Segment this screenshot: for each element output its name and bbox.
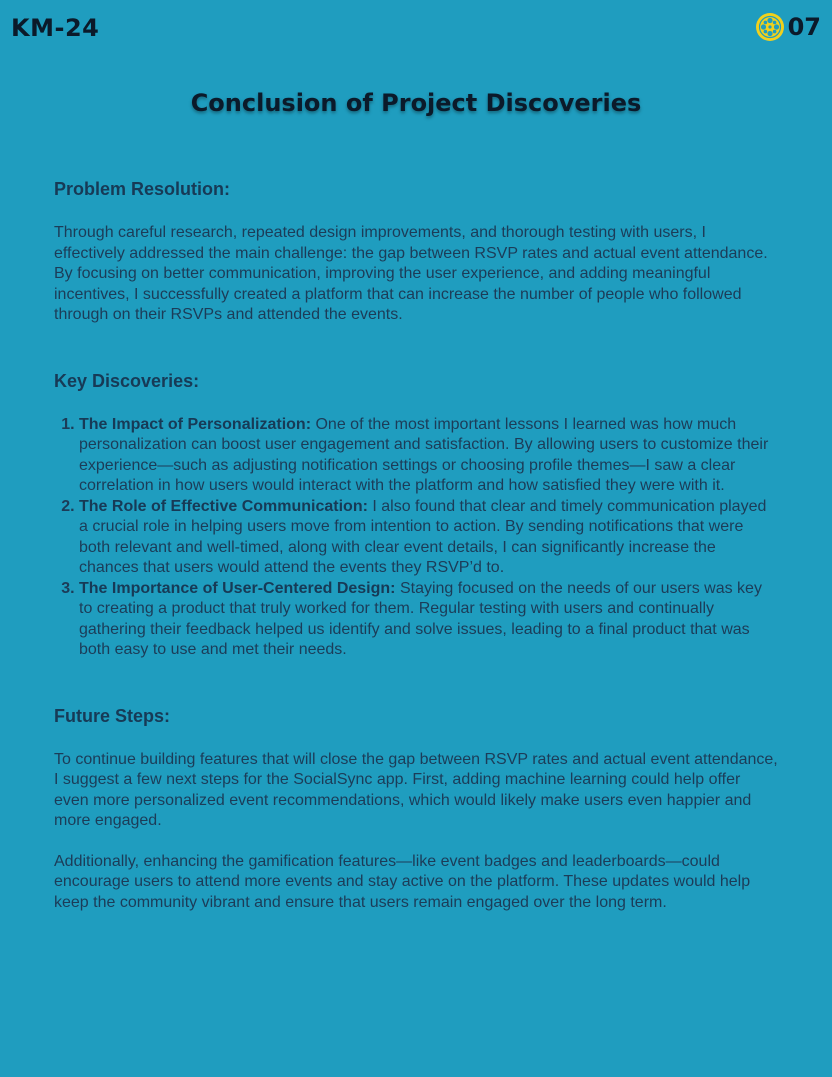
problem-body: Through careful research, repeated design improvements, and thorough testing with users, I effectively addressed the main challenge: the gap between RSVP rates and actual event attendance. By focusing on better communication, improving the user experience, and adding meaningful incentives, I successfully created a platform that can increase the number of people who followed through on their RSVPs and attended the events.: [54, 224, 768, 323]
item-text: One of the most important lessons I learned was how much personalization can boost user engagement and satisfaction. By allowing users to customize their experience—such as adjusting notification settings or choosing profile themes—I saw a clear correlation in how users would interact with the platform and how satisfied they were with it.: [79, 415, 769, 494]
problem-heading: Problem Resolution:: [54, 179, 231, 199]
list-item: [79, 415, 778, 497]
page-number: 07: [787, 13, 821, 41]
main-content: [54, 178, 778, 913]
list-item: [79, 579, 778, 661]
page-number-badge: [755, 12, 821, 42]
key-heading: Key Discoveries:: [54, 370, 200, 391]
film-reel-icon: [755, 12, 785, 42]
item-text: Staying focused on the needs of our users was key to creating a product that truly worked for them. Regular testing with users and continually gathering their feedback helped us identify and solve issues, leading to a final product that was both easy to use and met their needs.: [79, 579, 762, 658]
item-text: I also found that clear and timely communication played a crucial role in helping users move from intention to action. By sending notifications that were both relevant and well-timed, along with clear event details, I can significantly increase the chances that users would attend the events they RSVP’d to.: [79, 497, 767, 576]
discoveries-list: [54, 415, 778, 661]
problem-resolution-section: [54, 178, 778, 326]
future-paragraph: To continue building features that will close the gap between RSVP rates and actual event attendance, I suggest a few next steps for the SocialSync app. First, adding machine learning could help offer even more personalized event recommendations, which would likely make users even happier and more engaged.: [54, 750, 778, 829]
item-title: The Impact of Personalization:: [79, 415, 312, 433]
future-paragraph: Additionally, enhancing the gamification features—like event badges and leaderboards—could encourage users to attend more events and stay active on the platform. These updates would help keep the community vibrant and ensure that users remain engaged over the long term.: [54, 852, 751, 911]
brand-label: KM-24: [11, 14, 100, 42]
page-title: Conclusion of Project Discoveries: [190, 89, 642, 117]
item-title: The Role of Effective Communication:: [79, 497, 368, 515]
key-discoveries-section: [54, 370, 778, 661]
list-item: [79, 497, 778, 579]
item-title: The Importance of User-Centered Design:: [79, 579, 396, 597]
future-heading: Future Steps:: [54, 705, 171, 726]
future-steps-section: [54, 705, 778, 914]
